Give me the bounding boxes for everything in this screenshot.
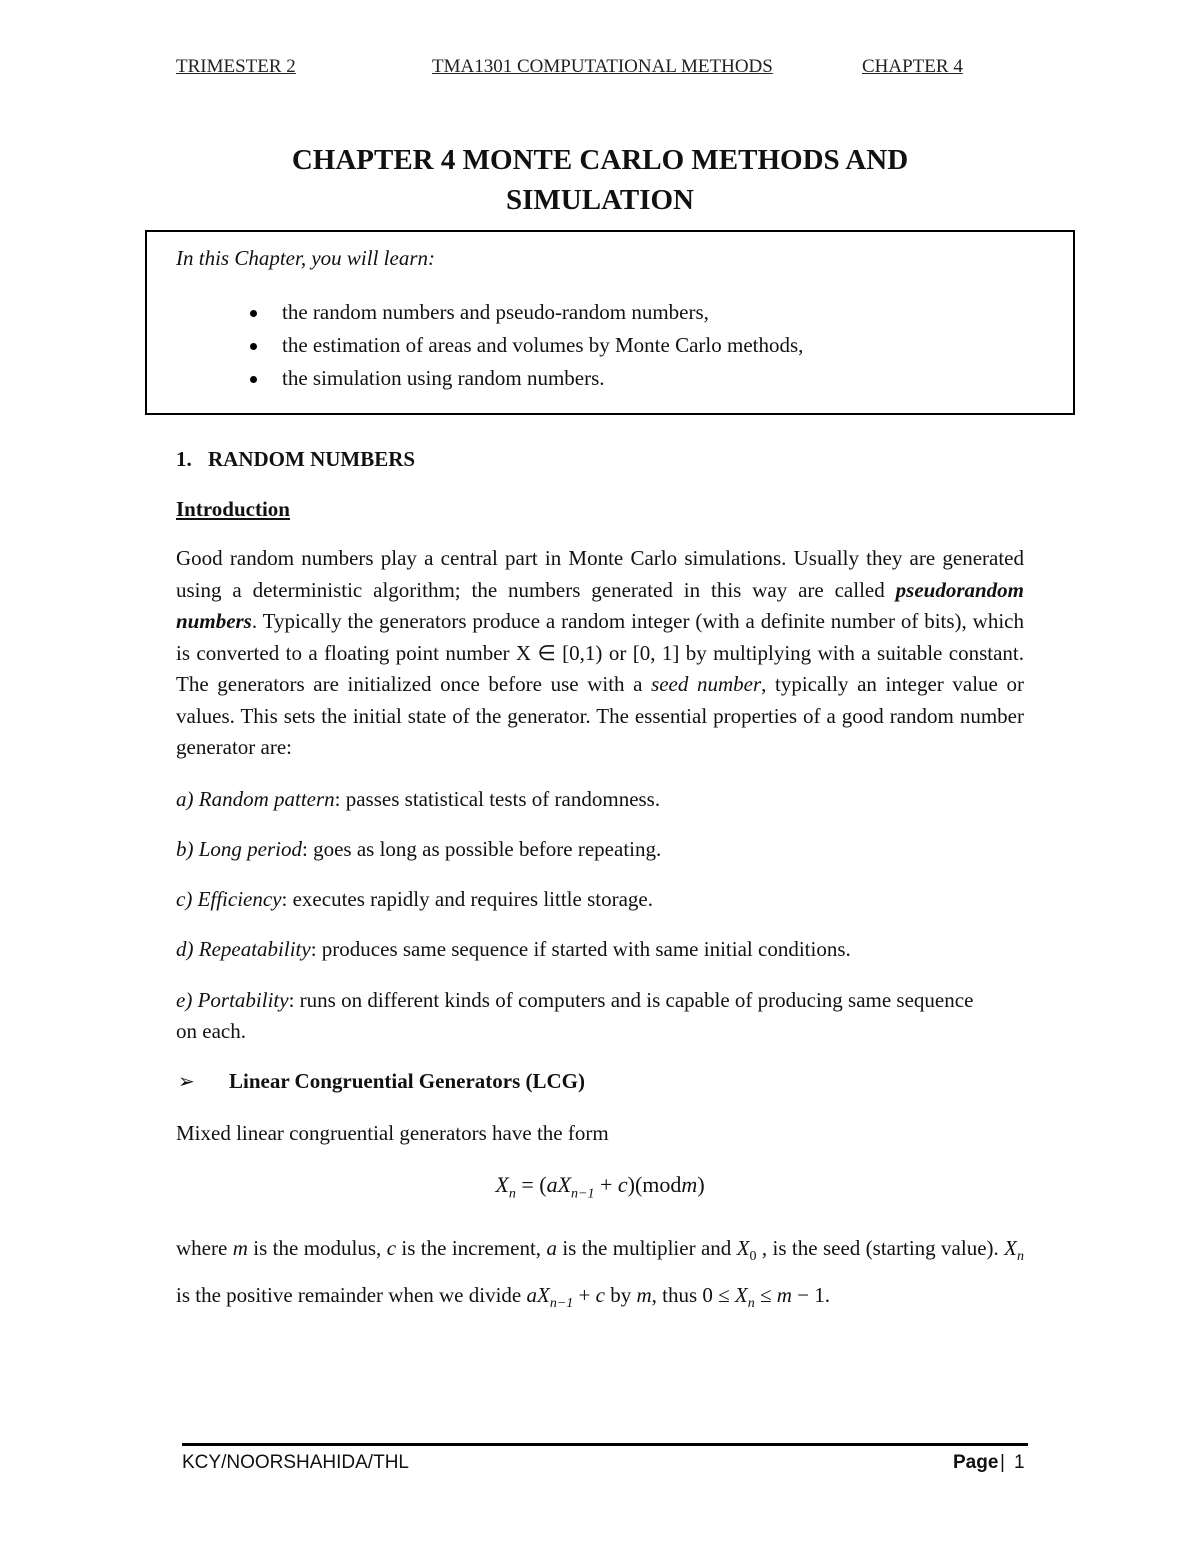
header-left: TRIMESTER 2 — [176, 56, 296, 77]
subheading-introduction: Introduction — [176, 497, 290, 521]
lcg-intro: Mixed linear congruential generators have the form — [176, 1121, 609, 1145]
pseudorandom-term: pseudorandom numbers — [176, 577, 1024, 633]
lcg-formula — [0, 1172, 1200, 1202]
bullet-icon — [250, 343, 257, 350]
objectives-intro: In this Chapter, you will learn: — [176, 246, 435, 270]
lcg-description — [176, 1229, 1024, 1323]
seed-number-term: seed number — [651, 672, 762, 696]
property-item: e) Portability: runs on different kinds of computers and is capable of producing same sequence on each. — [176, 988, 974, 1043]
chapter-title-line1: CHAPTER 4 MONTE CARLO METHODS AND — [291, 144, 909, 176]
header-center: TMA1301 COMPUTATIONAL METHODS — [432, 56, 773, 77]
bullet-icon — [250, 310, 257, 317]
footer-page-label: Page — [953, 1452, 999, 1473]
chapter-title-line2: SIMULATION — [506, 184, 694, 216]
intro-paragraph: Good random numbers play a central part in Monte Carlo simulations. Usually they are generated using a deterministic algorithm; the numbers generated in this way are called pseudorandom numbers. Typically the generators produce a random integer (with a definite number of bits), which is converted to a floating point number X ∈ [0,1) or [0, 1] by multiplying with a suitable constant. The generators are initialized once before use with a seed number, typically an integer value or values. This sets the initial state of the generator. The essential properties of a good random number generator are: — [176, 546, 1024, 759]
footer-divider — [182, 1443, 1028, 1446]
property-item: a) Random pattern: passes statistical tests of randomness. — [176, 787, 661, 811]
objective-item: the estimation of areas and volumes by Monte Carlo methods, — [176, 329, 803, 362]
objective-item: the random numbers and pseudo-random numbers, — [176, 296, 803, 329]
objective-item: the simulation using random numbers. — [176, 362, 803, 395]
bullet-icon — [250, 376, 257, 383]
arrow-bullet-icon: ➢ — [178, 1069, 195, 1093]
section-number: 1. — [176, 447, 192, 471]
footer-page-number: 1 — [1014, 1452, 1025, 1473]
lcg-formula-text: $X_n = (aX_{n-1}$ + c)(modm) — [495, 1172, 705, 1202]
lcg-description-text: where m is the modulus, c is the increment, a is the multiplier and $X_0$ , is the seed (starting value). $X_n$ is the positive remainder when we divide $aX_{n-1} + c$ by m, thus $0 \le X_n \le m - 1$. — [176, 1236, 1024, 1312]
footer-authors: KCY/NOORSHAHIDA/THL — [182, 1452, 409, 1473]
lcg-heading: Linear Congruential Generators (LCG) — [229, 1069, 585, 1093]
property-item: b) Long period: goes as long as possible before repeating. — [176, 837, 662, 861]
property-item: d) Repeatability: produces same sequence if started with same initial conditions. — [176, 937, 851, 961]
footer-page-sep: | — [1000, 1452, 1005, 1473]
property-item: c) Efficiency: executes rapidly and requires little storage. — [176, 887, 653, 911]
objectives-list — [176, 296, 803, 395]
header-right: CHAPTER 4 — [862, 56, 963, 77]
section-heading: RANDOM NUMBERS — [208, 447, 416, 471]
